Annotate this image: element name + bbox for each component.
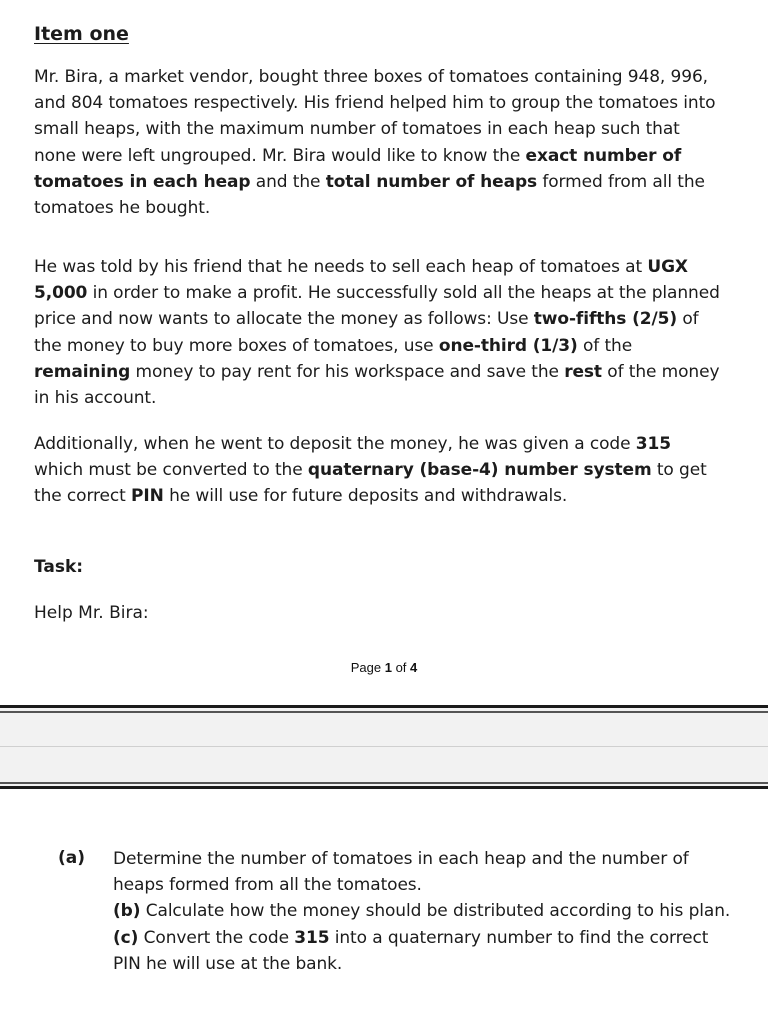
question-c-label: (c) (113, 927, 139, 948)
para3-bold-2: quaternary (base-4) number system (307, 460, 652, 481)
para3-text-1: Additionally, when he went to deposit the money, he was given a code (34, 434, 636, 454)
question-b-label: (b) (113, 901, 141, 922)
paragraph-problem-intro (34, 64, 724, 221)
question-c-text-1: Convert the code (138, 927, 295, 948)
para2-text-5: money to pay rent for his workspace and save the (130, 361, 565, 382)
para2-bold-1: UGX 5,000 (34, 257, 688, 304)
question-c (113, 925, 733, 977)
para3-bold-1: 315 (635, 434, 671, 454)
task-label: Task: (34, 557, 84, 577)
footer-middle: of (391, 660, 411, 675)
para2-bold-2: two-fifths (2/5) (533, 309, 678, 330)
para2-text-6: of the money in his account. (34, 361, 720, 409)
para3-text-3: to get the correct (34, 460, 707, 507)
question-b-text: Calculate how the money should be distributed according to his plan. (140, 901, 731, 922)
para1-text-3: formed from all the tomatoes he bought. (34, 171, 705, 219)
question-a-label: (a) (58, 848, 86, 868)
para1-bold-1: exact number of tomatoes in each heap (34, 145, 682, 192)
page-divider-line (0, 711, 768, 713)
para2-bold-3: one-third (1/3) (438, 335, 578, 356)
para3-bold-3: PIN (131, 486, 164, 507)
footer-prefix: Page (350, 660, 385, 675)
question-a-text: Determine the number of tomatoes in each heap and the number of heaps formed from all the tomatoes. (113, 849, 689, 896)
para1-text-1: Mr. Bira, a market vendor, bought three boxes of tomatoes containing 948, 996, and 804 tomatoes respectively. His friend helped him to group the tomatoes into small heaps, with the maximum number of tomatoes in each heap such that none were left ungrouped. Mr. Bira would like to know the (34, 67, 716, 166)
page-gap (0, 705, 768, 791)
para1-text-2: and the (250, 171, 326, 192)
paragraph-money-allocation (34, 254, 724, 411)
page-gap-line (0, 746, 768, 747)
para2-text-4: of the (577, 335, 633, 356)
para2-text-3: of the money to buy more boxes of tomatoes, use (34, 309, 699, 356)
question-b (113, 898, 733, 924)
footer-current-page: 1 (384, 660, 392, 675)
para2-text-2: in order to make a profit. He successfully sold all the heaps at the planned price and now wants to allocate the money as follows: Use (34, 283, 720, 330)
help-line: Help Mr. Bira: (34, 603, 149, 623)
para2-bold-5: rest (564, 361, 602, 382)
footer-total-pages: 4 (410, 660, 418, 675)
page-number-footer (0, 660, 768, 675)
question-list (113, 846, 733, 977)
para1-bold-2: total number of heaps (325, 171, 538, 192)
page-divider-line (0, 782, 768, 784)
page-divider-line (0, 705, 768, 708)
para3-text-4: he will use for future deposits and withdrawals. (163, 486, 568, 507)
para3-text-2: which must be converted to the (34, 460, 308, 481)
question-c-text-2: into a quaternary number to find the correct PIN he will use at the bank. (113, 927, 709, 974)
para2-text-1: He was told by his friend that he needs to sell each heap of tomatoes at (34, 257, 648, 277)
paragraph-pin-code (34, 431, 724, 510)
question-c-code: 315 (294, 927, 330, 948)
item-heading: Item one (34, 23, 129, 45)
para2-bold-4: remaining (34, 361, 131, 382)
